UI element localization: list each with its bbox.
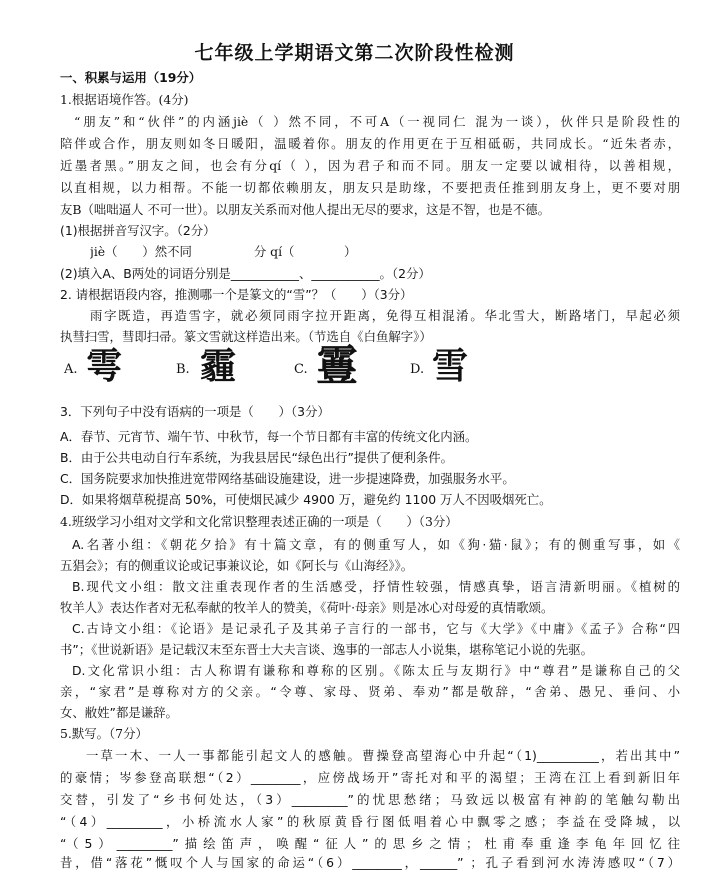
- q2-option-c-label: C.: [294, 362, 308, 377]
- q4-line: 书”；《世说新语》是记载汉末至东晋士大夫言谈、逸事的一部志人小说集，堪称笔记小说的先驱。: [60, 642, 594, 657]
- q4-line: 五猖会》；有的侧重议论或记事兼议论，如《阿长与《山海经》》。: [60, 558, 414, 573]
- q1-passage-line: 以直相规，以力相帮。不能一切都依赖朋友，朋友只是助缘，不要把责任推到朋友身上，更不要对朋: [60, 180, 680, 195]
- section-heading: 一、积累与运用（19分）: [60, 70, 202, 85]
- q2-option-d-label: D.: [410, 362, 425, 377]
- q4-line: C.古诗文小组：《论语》是记录孔子及其弟子言行的一部书，它与《大学》《中庸》《孟子》合称“四: [72, 621, 680, 636]
- question-2-heading: 2. 请根据语段内容，推测哪一个是篆文的“雪”？（ ）（3分）: [60, 287, 413, 302]
- seal-glyph-c: 霻: [316, 341, 359, 390]
- q4-line: 牧羊人》表达作者对无私奉献的牧羊人的赞美，《荷叶·母亲》则是冰心对母爱的真情歌颂。: [60, 600, 554, 615]
- q1-passage-line: 友B（咄咄逼人 不可一世）。以朋友关系而对他人提出无尽的要求，这是不智，也是不德。: [60, 202, 551, 217]
- q1-passage-line: 近墨者黑。”朋友之间，也会有分qí（ ），因为君子和而不同。朋友一定要以诚相待，以善相规，: [60, 158, 680, 173]
- q1-sub1: (1)根据拼音写汉字。（2分）: [60, 223, 216, 238]
- question-4-heading: 4.班级学习小组对文学和文化常识整理表述正确的一项是（ ）（3分）: [60, 514, 458, 529]
- q2-passage-line: 执彗扫雪，彗即扫帚。篆文雪就这样造出来。（节选自《白鱼解字》）: [60, 329, 432, 344]
- q4-line: A.名著小组：《朝花夕拾》有十篇文章，有的侧重写人，如《狗·猫·鼠》；有的侧重写事，如《: [72, 537, 680, 552]
- q1-sub1-blanks: jiè（ ）然不同 分 qí（ ）: [90, 244, 357, 259]
- q5-line: 交替，引发了“乡书何处达，（3）_________”的忧思愁绪；马致远以极富有神韵的笔触勾勒出: [60, 792, 680, 807]
- q5-line: “（4）_________，小桥流水人家”的秋原黄昏行图低唱着心中飘零之感；李益在受降城，以: [60, 814, 680, 829]
- q3-option-c: C．国务院要求加快推进宽带网络基础设施建设，进一步提速降费，加强服务水平。: [60, 471, 515, 486]
- q2-option-a-label: A.: [64, 362, 78, 377]
- question-3-heading: 3．下列句子中没有语病的一项是（ ）（3分）: [60, 404, 330, 419]
- q1-sub2: (2)填入A、B两处的词语分别是___________、___________。（2分）: [60, 266, 431, 281]
- q3-option-a: A．春节、元宵节、端午节、中秋节，每一个节日都有丰富的传统文化内涵。: [60, 429, 478, 444]
- seal-glyph-d: 雪: [432, 345, 469, 387]
- q4-line: B.现代文小组：散文注重表现作者的生活感受，抒情性较强，情感真挚，语言清新明丽。《植树的: [72, 579, 680, 594]
- seal-glyph-a: 雩: [86, 345, 123, 387]
- q5-line: 的豪情；岑参登高联想“（2）________，应傍战场开”寄托对和平的渴望；王湾在江上看到新旧年: [60, 770, 680, 785]
- q2-passage-line: 雨字既造，再造雪字，就必须同雨字拉开距离，免得互相混淆。华北雪大，断路堵门，早起必须: [90, 308, 680, 323]
- q4-line: 亲，“家君”是尊称对方的父亲。“令尊、家母、贤弟、奉劝”都是敬辞，“舍弟、愚兄、垂问、小: [60, 684, 680, 699]
- question-5-heading: 5.默写。（7分）: [60, 726, 148, 741]
- page-title: 七年级上学期语文第二次阶段性检测: [194, 42, 515, 64]
- q5-line: 昔，借“落花”慨叹个人与国家的命运“（6）________，______” ；孔子看到河水涛涛感叹“（7）: [60, 855, 680, 870]
- q5-line: 一草一木、一人一事都能引起文人的感触。曹操登高望海心中升起“（1)__________，若出其中”: [86, 748, 680, 763]
- q4-line: 女、敝姓”都是谦辞。: [60, 705, 178, 720]
- q4-line: D.文化常识小组：古人称谓有谦称和尊称的区别。《陈太丘与友期行》中“尊君”是谦称自己的父: [72, 663, 680, 678]
- q1-passage-line: 陪伴或合作，朋友则如冬日暖阳，温暖着你。朋友的作用更在于互相砥砺，共同成长。“近朱者赤，: [60, 136, 680, 151]
- q3-option-d: D．如果将烟草税提高 50%，可使烟民减少 4900 万，避免约 1100 万人不因吸烟死亡。: [60, 492, 552, 507]
- question-1-heading: 1.根据语境作答。(4分): [60, 92, 189, 107]
- q1-passage-line: “朋友”和“伙伴”的内涵jiè（ ）然不同，不可A（一视同仁 混为一谈），伙伴只是阶段性的: [74, 114, 680, 129]
- q3-option-b: B．由于公共电动自行车系统，为我县居民“绿色出行”提供了便利条件。: [60, 450, 454, 465]
- seal-glyph-b: 霾: [200, 345, 237, 387]
- q5-line: “（5）_________”描绘笛声，唤醒“征人”的思乡之情；杜甫奉重逢李龟年回忆往: [60, 836, 680, 851]
- q2-option-b-label: B.: [176, 362, 190, 377]
